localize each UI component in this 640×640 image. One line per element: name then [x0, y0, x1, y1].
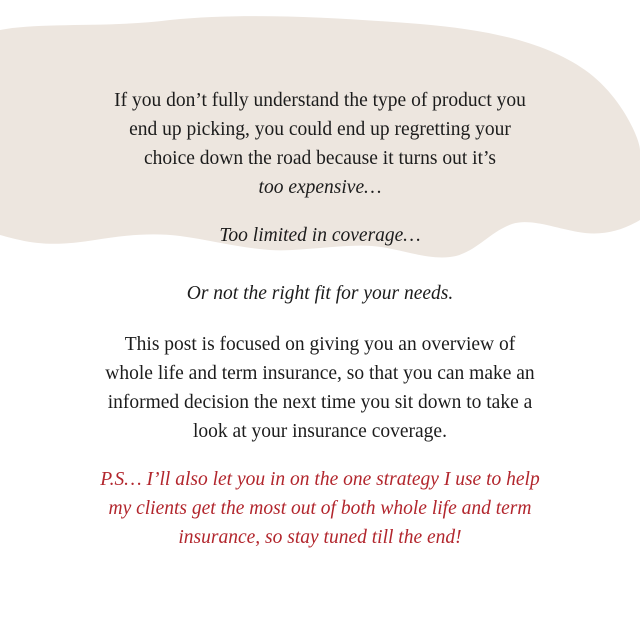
focus-line-2: whole life and term insurance, so that you can make an: [105, 363, 535, 384]
intro-italic-line: too expensive…: [258, 177, 382, 198]
right-fit-line: Or not the right fit for your needs.: [186, 283, 454, 304]
intro-line-1: If you don’t fully understand the type of product you: [114, 90, 526, 111]
ps-paragraph: [40, 465, 600, 552]
ps-line-1: P.S… I’ll also let you in on the one strategy I use to help: [100, 469, 540, 490]
intro-paragraph: [40, 86, 600, 202]
focus-line-3: informed decision the next time you sit down to take a: [107, 392, 533, 413]
ps-line-3: insurance, so stay tuned till the end!: [178, 527, 462, 548]
limited-coverage-line: Too limited in coverage…: [219, 225, 421, 246]
intro-line-2: end up picking, you could end up regretting your: [129, 119, 511, 140]
focus-line-4: look at your insurance coverage.: [193, 421, 447, 442]
focus-line-1: This post is focused on giving you an overview of: [124, 334, 516, 355]
ps-line-2: my clients get the most out of both whole life and term: [108, 498, 532, 519]
focus-paragraph: [40, 330, 600, 446]
intro-line-3: choice down the road because it turns out it’s: [144, 148, 496, 169]
